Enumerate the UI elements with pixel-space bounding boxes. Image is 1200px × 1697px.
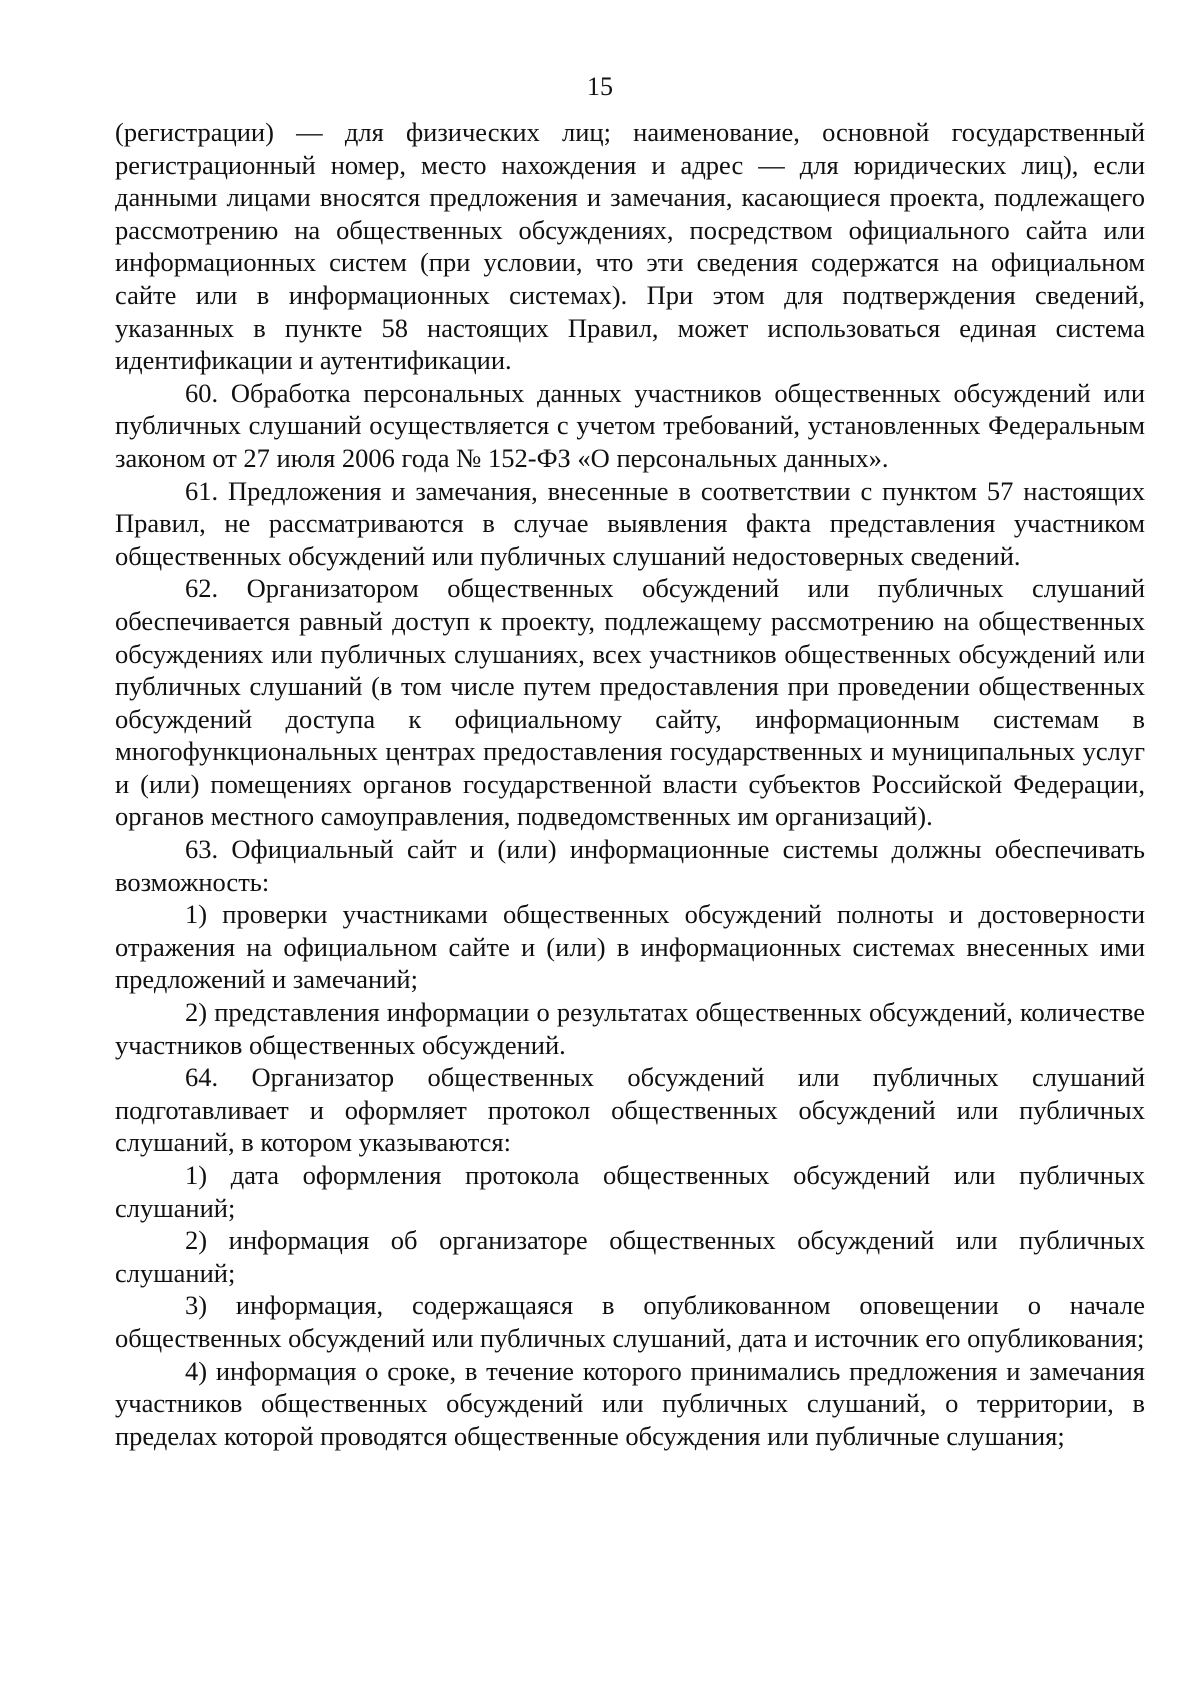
paragraph-63: 63. Официальный сайт и (или) информационные системы должны обеспечивать возможность: xyxy=(115,834,1145,897)
paragraph-64-item-4: 4) информация о сроке, в течение которого принимались предложения и замечания участников общественных обсуждений или публичных слушаний, о территории, в пределах которой проводятся общественные обсуждения или публичные слушания; xyxy=(115,1355,1145,1451)
paragraph-continuation: (регистрации) — для физических лиц; наименование, основной государственный регистрационный номер, место нахождения и адрес — для юридических лиц), если данными лицами вносятся предложения и замечания, касающиеся проекта, подлежащего рассмотрению на общественных обсуждениях, посредством официального сайта или информационных систем (при условии, что эти сведения содержатся на официальном сайте или в информационных системах). При этом для подтверждения сведений, указанных в пункте 58 настоящих Правил, может использоваться единая система идентификации и аутентификации. xyxy=(115,117,1145,376)
paragraph-63-item-2: 2) представления информации о результатах общественных обсуждений, количестве участников общественных обсуждений. xyxy=(115,997,1145,1060)
document-body xyxy=(115,116,1145,1452)
paragraph-62: 62. Организатором общественных обсуждений или публичных слушаний обеспечивается равный доступ к проекту, подлежащему рассмотрению на общественных обсуждениях или публичных слушаниях, всех участников общественных обсуждений или публичных слушаний (в том числе путем предоставления при проведении общественных обсуждений доступа к официальному сайту, информационным системам в многофункциональных центрах предоставления государственных и муниципальных услуг и (или) помещениях органов государственной власти субъектов Российской Федерации, органов местного самоуправления, подведомственных им организаций). xyxy=(115,573,1145,832)
paragraph-60: 60. Обработка персональных данных участников общественных обсуждений или публичных слушаний осуществляется с учетом требований, установленных Федеральным законом от 27 июля 2006 года № 152-ФЗ «О персональных данных». xyxy=(115,377,1145,473)
page-number: 15 xyxy=(587,72,613,101)
paragraph-63-item-1: 1) проверки участниками общественных обсуждений полноты и достоверности отражения на официальном сайте и (или) в информационных системах внесенных ими предложений и замечаний; xyxy=(115,899,1145,995)
paragraph-61: 61. Предложения и замечания, внесенные в соответствии с пунктом 57 настоящих Правил, не рассматриваются в случае выявления факта представления участником общественных обсуждений или публичных слушаний недостоверных сведений. xyxy=(115,475,1145,571)
paragraph-64-item-3: 3) информация, содержащаяся в опубликованном оповещении о начале общественных обсуждений или публичных слушаний, дата и источник его опубликования; xyxy=(115,1290,1145,1353)
paragraph-64: 64. Организатор общественных обсуждений или публичных слушаний подготавливает и оформляет протокол общественных обсуждений или публичных слушаний, в котором указываются: xyxy=(115,1062,1145,1158)
paragraph-64-item-1: 1) дата оформления протокола общественных обсуждений или публичных слушаний; xyxy=(115,1160,1145,1223)
paragraph-64-item-2: 2) информация об организаторе общественных обсуждений или публичных слушаний; xyxy=(115,1225,1145,1288)
